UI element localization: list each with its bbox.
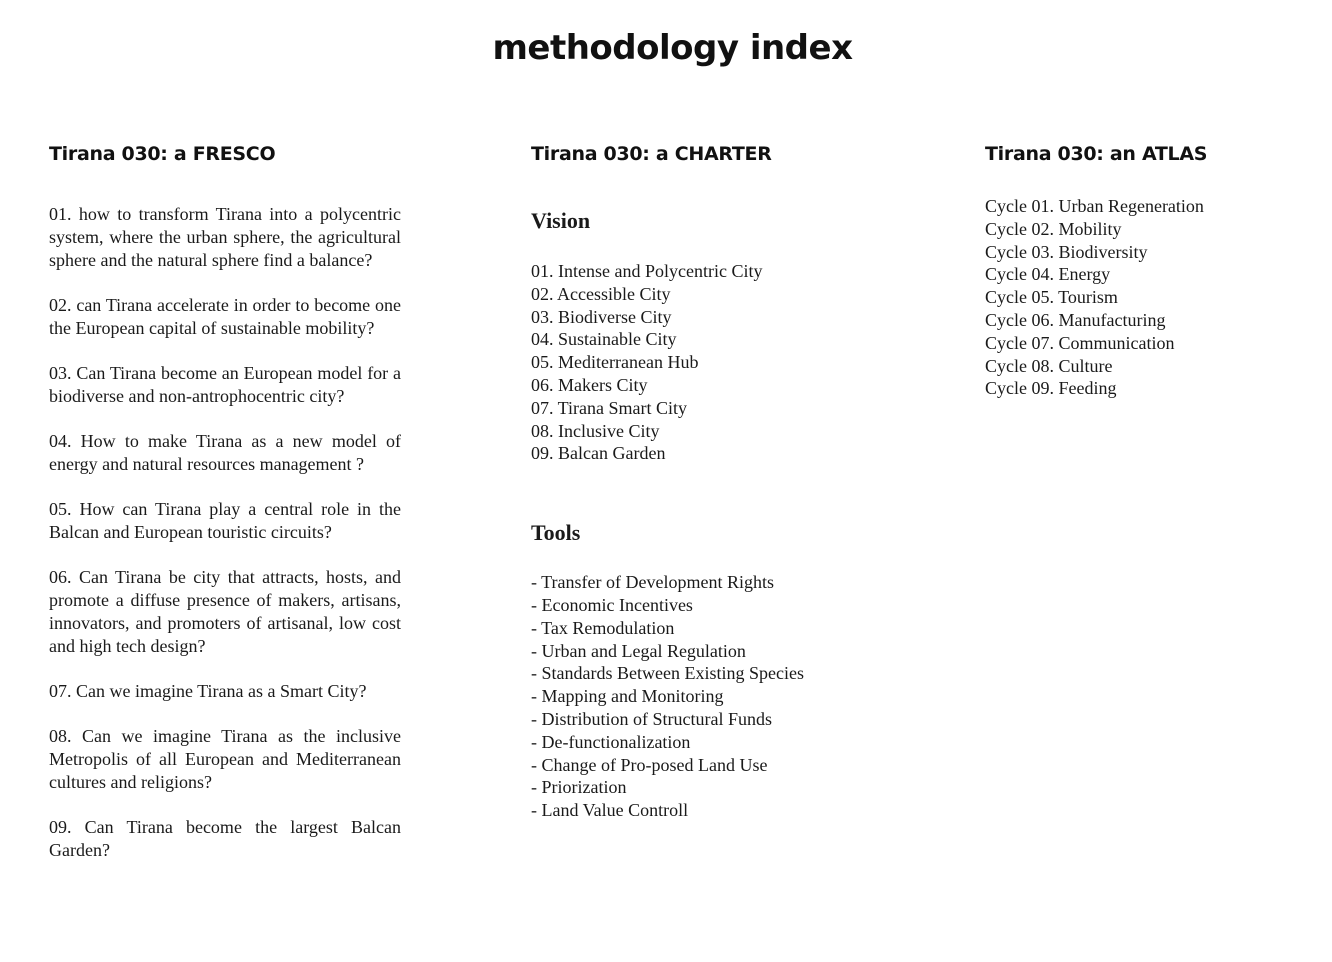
fresco-question: 06. Can Tirana be city that attracts, hosts, and promote a diffuse presence of makers, artisans, innovators, and promoters of artisanal, low cost and high tech design? [49, 567, 401, 656]
vision-item: 07. Tirana Smart City [531, 397, 688, 418]
tools-item: - De-functionalization [531, 731, 691, 752]
cycle-item: Cycle 05. Tourism [985, 287, 1118, 308]
fresco-question: 05. How can Tirana play a central role in the Balcan and European touristic circuits? [49, 499, 401, 542]
fresco-column [49, 140, 401, 884]
cycle-item: Cycle 09. Feeding [985, 378, 1117, 399]
fresco-question: 02. can Tirana accelerate in order to become one the European capital of sustainable mobility? [49, 294, 401, 338]
cycle-item: Cycle 06. Manufacturing [985, 309, 1166, 330]
atlas-column [985, 140, 1305, 400]
tools-item: - Distribution of Structural Funds [531, 708, 772, 729]
tools-item: - Mapping and Monitoring [531, 686, 724, 707]
tools-item: - Tax Remodulation [531, 617, 675, 638]
atlas-heading: Tirana 030: an ATLAS [985, 143, 1208, 165]
tools-item: - Urban and Legal Regulation [531, 640, 746, 661]
fresco-question: 08. Can we imagine Tirana as the inclusive Metropolis of all European and Mediterranean cultures and religions? [49, 726, 401, 792]
cycle-item: Cycle 08. Culture [985, 355, 1113, 376]
fresco-question: 01. how to transform Tirana into a polycentric system, where the urban sphere, the agricultural sphere and the natural sphere find a balance? [49, 204, 401, 270]
cycle-item: Cycle 01. Urban Regeneration [985, 196, 1204, 216]
vision-heading: Vision [531, 208, 591, 233]
tools-item: - Standards Between Existing Species [531, 663, 804, 684]
tools-list [531, 571, 891, 822]
charter-heading: Tirana 030: a CHARTER [531, 143, 772, 165]
cycle-item: Cycle 07. Communication [985, 332, 1175, 353]
cycle-item: Cycle 02. Mobility [985, 218, 1122, 239]
tools-item: - Transfer of Development Rights [531, 572, 774, 593]
tools-item: - Economic Incentives [531, 594, 693, 615]
fresco-heading: Tirana 030: a FRESCO [49, 143, 276, 165]
cycle-item: Cycle 04. Energy [985, 264, 1111, 285]
page-title: methodology index [492, 28, 853, 68]
vision-item: 06. Makers City [531, 374, 648, 395]
vision-item: 08. Inclusive City [531, 420, 660, 441]
charter-column [531, 140, 891, 822]
vision-item: 03. Biodiverse City [531, 306, 672, 327]
fresco-question: 09. Can Tirana become the largest Balcan Garden? [49, 817, 401, 860]
tools-heading: Tools [531, 520, 581, 546]
cycle-list [985, 195, 1305, 400]
vision-list [531, 260, 891, 465]
fresco-question: 07. Can we imagine Tirana as a Smart City? [49, 680, 367, 701]
tools-item: - Priorization [531, 777, 627, 798]
cycle-item: Cycle 03. Biodiversity [985, 241, 1148, 262]
fresco-question: 03. Can Tirana become an European model for a biodiverse and non-antrophocentric city? [49, 362, 401, 406]
vision-item: 09. Balcan Garden [531, 443, 666, 464]
tools-item: - Land Value Controll [531, 800, 689, 821]
vision-item: 04. Sustainable City [531, 329, 677, 350]
vision-item: 02. Accessible City [531, 283, 671, 304]
tools-item: - Change of Pro-posed Land Use [531, 754, 768, 775]
vision-item: 05. Mediterranean Hub [531, 352, 699, 373]
fresco-question-list [49, 203, 401, 862]
vision-item: 01. Intense and Polycentric City [531, 261, 763, 281]
fresco-question: 04. How to make Tirana as a new model of energy and natural resources management ? [49, 431, 401, 474]
